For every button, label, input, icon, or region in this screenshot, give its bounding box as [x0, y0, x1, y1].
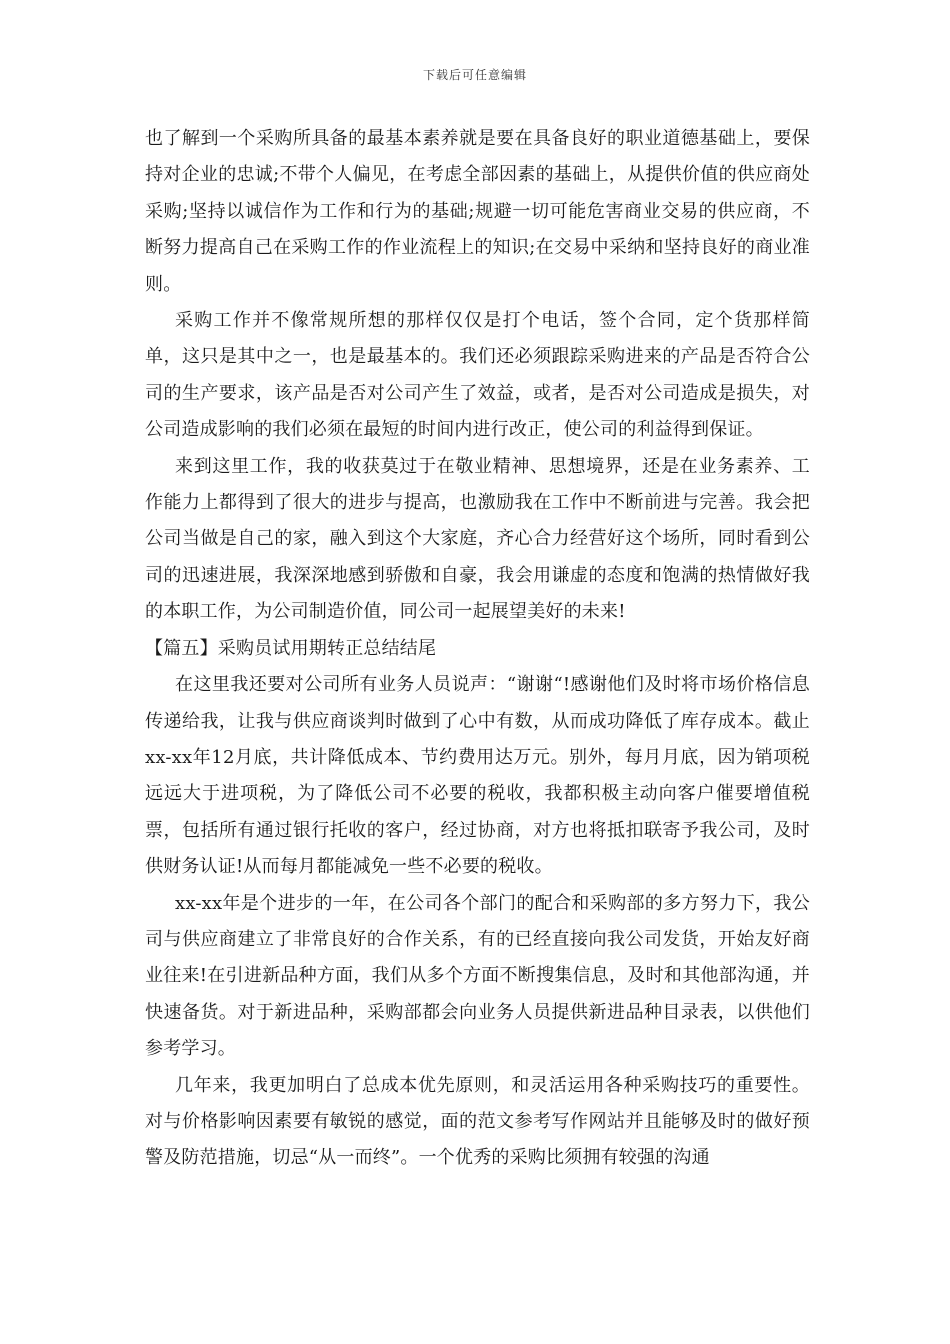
paragraph: 几年来，我更加明白了总成本优先原则，和灵活运用各种采购技巧的重要性。对与价格影响因素要有敏锐的感觉，面的范文参考写作网站并且能够及时的做好预警及防范措施，切忌“从一而终”。一个优秀的采购比须拥有较强的沟通: [145, 1074, 810, 1169]
paragraph: 采购工作并不像常规所想的那样仅仅是打个电话，签个合同，定个货那样简单，这只是其中之一，也是最基本的。我们还必须跟踪采购进来的产品是否符合公司的生产要求，该产品是否对公司产生了效益，或者，是否对公司造成是损失，对公司造成影响的我们必须在最短的时间内进行改正，使公司的利益得到保证。: [145, 310, 810, 441]
paragraph: xx-xx年是个进步的一年，在公司各个部门的配合和采购部的多方努力下，我公司与供应商建立了非常良好的合作关系，有的已经直接向我公司发货，开始友好商业往来!在引进新品种方面，我们从多个方面不断搜集信息，及时和其他部沟通，并快速备货。对于新进品种，采购部都会向业务人员提供新进品种目录表，以供他们参考学习。: [145, 892, 810, 1060]
paragraph-continued: 也了解到一个采购所具备的最基本素养就是要在具备良好的职业道德基础上，要保持对企业的忠诚;不带个人偏见，在考虑全部因素的基础上，从提供价值的供应商处采购;坚持以诚信作为工作和行为的基础;规避一切可能危害商业交易的供应商，不断努力提高自己在采购工作的作业流程上的知识;在交易中采纳和坚持良好的商业准则。: [145, 128, 810, 295]
paragraph: 在这里我还要对公司所有业务人员说声：“谢谢“!感谢他们及时将市场价格信息传递给我，让我与供应商谈判时做到了心中有数，从而成功降低了库存成本。截止xx-xx年12月底，共计降低成本、节约费用达万元。别外，每月月底，因为销项税远远大于进项税，为了降低公司不必要的税收，我都积极主动向客户催要增值税票，包括所有通过银行托收的客户，经过协商，对方也将抵扣联寄予我公司，及时供财务认证!从而每月都能减免一些不必要的税收。: [145, 674, 810, 878]
page-header: 下载后可任意编辑: [422, 68, 527, 82]
paragraph: 来到这里工作，我的收获莫过于在敬业精神、思想境界，还是在业务素养、工作能力上都得到了很大的进步与提高，也激励我在工作中不断前进与完善。我会把公司当做是自己的家，融入到这个大家庭，齐心合力经营好这个场所，同时看到公司的迅速进展，我深深地感到骄傲和自豪，我会用谦虚的态度和饱满的热情做好我的本职工作，为公司制造价值，同公司一起展望美好的未来!: [145, 455, 810, 623]
document-body: [145, 121, 810, 1177]
section-heading: 【篇五】采购员试用期转正总结结尾: [145, 637, 437, 659]
